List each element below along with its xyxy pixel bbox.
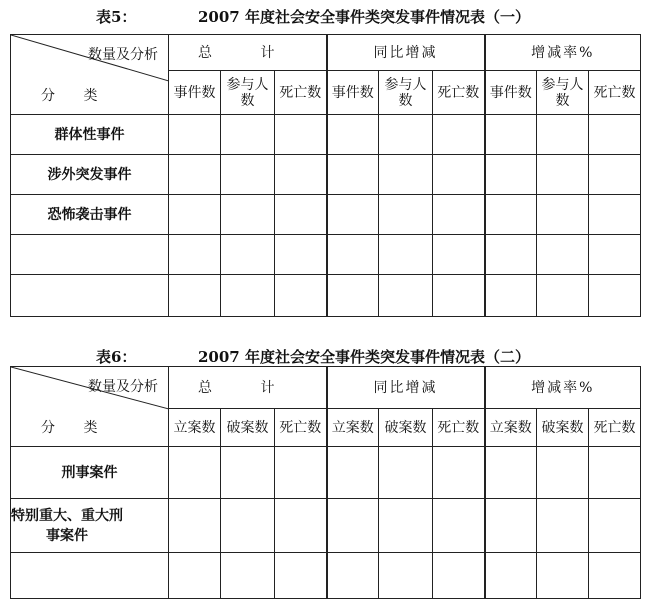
table5-corner-top: 数量及分析 <box>88 47 158 63</box>
table6-group-yoy: 同比增减 <box>327 367 485 409</box>
table6-corner-bottom: 分 类 <box>41 420 110 436</box>
table5-subheader: 参与人数 <box>379 71 433 115</box>
table5-subheader: 事件数 <box>169 71 221 115</box>
table-row <box>11 115 641 155</box>
table-row <box>11 499 641 553</box>
table5-grid <box>10 34 641 317</box>
table5-row-label: 涉外突发事件 <box>11 155 169 195</box>
table5-row-label: 恐怖袭击事件 <box>11 195 169 235</box>
table5-corner-header <box>11 35 169 115</box>
table5-subheader: 事件数 <box>327 71 379 115</box>
table6-subheader: 立案数 <box>327 409 379 447</box>
table5-group-yoy: 同比增减 <box>327 35 485 71</box>
table6-group-total: 总 计 <box>169 367 327 409</box>
table5-row-label: 群体性事件 <box>11 115 169 155</box>
table-row <box>11 447 641 499</box>
table6-subheader: 死亡数 <box>589 409 641 447</box>
table-row <box>11 235 641 275</box>
table6-corner-header <box>11 367 169 447</box>
table6-row-label: 特别重大、重大刑事案件 <box>11 499 169 553</box>
table5-row-label <box>11 275 169 317</box>
table5-subheader: 参与人数 <box>537 71 589 115</box>
table5-subheader: 参与人数 <box>221 71 275 115</box>
table6-row-label <box>11 553 169 599</box>
table6-subheader: 立案数 <box>485 409 537 447</box>
table-row <box>11 195 641 235</box>
table6-subheader: 破案数 <box>221 409 275 447</box>
table5-group-total: 总 计 <box>169 35 327 71</box>
table5-number: 表5： <box>96 8 137 26</box>
table5-caption <box>0 0 650 30</box>
table5-subheader: 死亡数 <box>589 71 641 115</box>
table-row <box>11 275 641 317</box>
table6-number: 表6： <box>96 348 137 366</box>
table5-row-label <box>11 235 169 275</box>
table5-title: 2007 年度社会安全事件类突发事件情况表（一） <box>198 8 530 26</box>
table6-title: 2007 年度社会安全事件类突发事件情况表（二） <box>198 348 530 366</box>
table-row <box>11 553 641 599</box>
table6-subheader: 死亡数 <box>275 409 327 447</box>
table5-subheader: 事件数 <box>485 71 537 115</box>
table6-corner-top: 数量及分析 <box>88 379 158 395</box>
table6-subheader: 立案数 <box>169 409 221 447</box>
table6-block <box>0 340 650 544</box>
table5-corner-bottom: 分 类 <box>41 88 110 104</box>
table6-subheader: 破案数 <box>379 409 433 447</box>
table5-subheader: 死亡数 <box>275 71 327 115</box>
table5-group-rate: 增减率% <box>485 35 641 71</box>
table6-group-rate: 增减率% <box>485 367 641 409</box>
table5-subheader: 死亡数 <box>433 71 485 115</box>
table6-row-label: 刑事案件 <box>11 447 169 499</box>
table6-subheader: 死亡数 <box>433 409 485 447</box>
table6-subheader: 破案数 <box>537 409 589 447</box>
table5-block <box>0 0 650 223</box>
table-row <box>11 155 641 195</box>
table6-grid <box>10 366 641 599</box>
